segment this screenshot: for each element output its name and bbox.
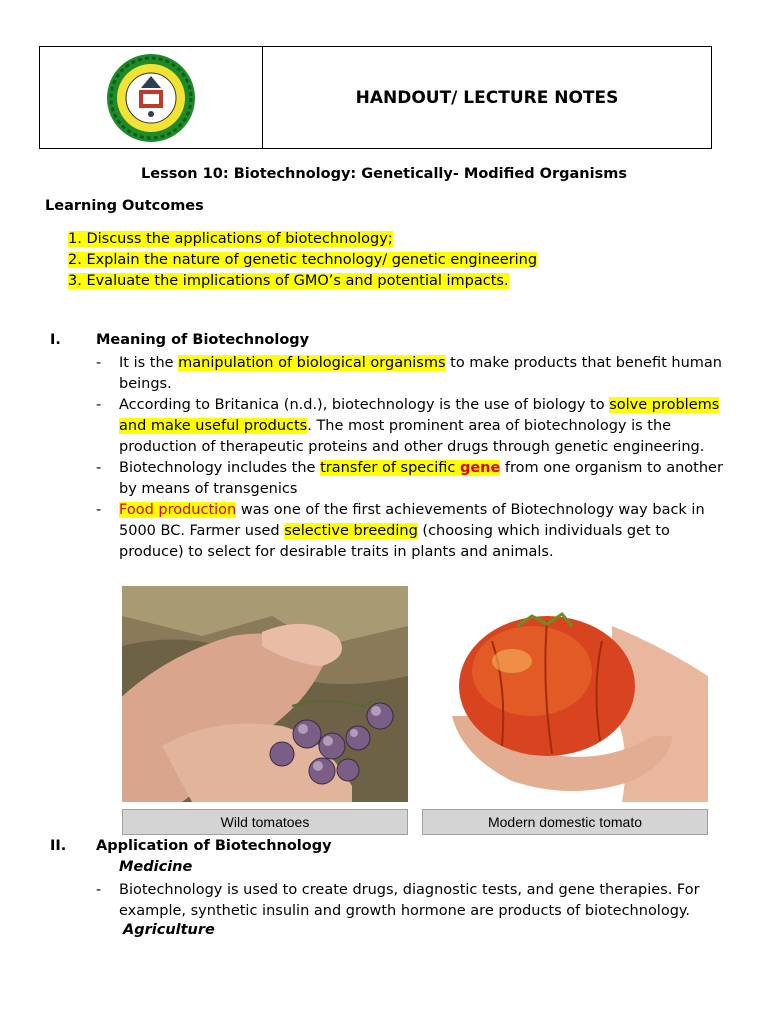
bullet-item: - It is the manipulation of biological organisms to make products that benefit human beings. — [96, 355, 722, 392]
bullet-text: from one organism to another by means of transgenics — [119, 460, 723, 497]
bullet-item: - Biotechnology is used to create drugs, diagnostic tests, and gene therapies. For example, synthetic insulin and growth hormone are products of biotechnology. — [96, 882, 700, 919]
section1-bullets — [96, 353, 726, 563]
bullet-text: It is the — [119, 355, 179, 371]
highlighted-text — [320, 460, 500, 476]
outcomes-heading: Learning Outcomes — [45, 198, 204, 214]
highlighted-text: Food production — [119, 502, 237, 518]
bullet-text: According to Britanica (n.d.), biotechnology is the use of biology to — [119, 397, 610, 413]
bullet-text: Biotechnology is used to create drugs, diagnostic tests, and gene therapies. For example, synthetic insulin and growth hormone are products of biotechnology. — [119, 882, 700, 919]
outcome-item — [68, 229, 537, 250]
outcome-text: 1. Discuss the applications of biotechnology; — [68, 231, 393, 247]
outcome-item — [68, 271, 537, 292]
bullet-text: was one of the first achievements of Biotechnology way back in 5000 BC. Farmer used — [119, 502, 705, 539]
outcomes-list — [68, 229, 537, 292]
outcome-text: 3. Evaluate the implications of GMO’s and potential impacts. — [68, 273, 509, 289]
document-title: HANDOUT/ LECTURE NOTES — [355, 87, 619, 108]
bullet-item: - Food production was one of the first achievements of Biotechnology way back in 5000 BC. Farmer used selective breeding (choosing which individuals get to produce) to select for desirable traits in plants and animals. — [96, 502, 705, 560]
highlighted-text: manipulation of biological organisms — [178, 355, 446, 371]
bullet-item: - According to Britanica (n.d.), biotechnology is the use of biology to solve problems and make useful products. The most prominent area of biotechnology is the production of therapeutic proteins and other drugs through genetic engineering. — [96, 397, 720, 455]
bullet-item: - Biotechnology includes the transfer of specific gene from one organism to another by means of transgenics — [96, 460, 723, 497]
highlighted-text: selective breeding — [284, 523, 418, 539]
domestic-tomato-photo — [422, 586, 708, 802]
outcome-text: 2. Explain the nature of genetic technology/ genetic engineering — [68, 252, 538, 268]
outcome-item — [68, 250, 537, 271]
section1-number: I. — [50, 332, 61, 348]
bullet-text: to make products that benefit human beings. — [119, 355, 722, 392]
wild-tomatoes-photo — [122, 586, 408, 802]
bullet-text: . The most prominent area of biotechnology is the production of therapeutic proteins and other drugs through genetic engineering. — [119, 418, 705, 455]
subheading-agriculture: Agriculture — [123, 922, 215, 938]
section2-number: II. — [50, 838, 67, 854]
bullet-text: (choosing which individuals get to produce) to select for desirable traits in plants and animals. — [119, 523, 670, 560]
university-seal-logo — [105, 52, 197, 144]
logo-cell — [40, 47, 263, 148]
bullet-text: Biotechnology includes the — [119, 460, 321, 476]
highlighted-text: solve problems and make useful products — [119, 397, 720, 434]
domestic-tomato-caption: Modern domestic tomato — [422, 809, 708, 835]
section2-bullets — [96, 880, 726, 922]
section1-heading: Meaning of Biotechnology — [96, 332, 310, 348]
header-table — [39, 46, 712, 149]
red-emphasis-text: gene — [459, 460, 501, 476]
wild-tomatoes-caption: Wild tomatoes — [122, 809, 408, 835]
highlighted-text-part: transfer of specific — [320, 460, 460, 476]
section2-heading: Application of Biotechnology — [96, 838, 332, 854]
lesson-title: Lesson 10: Biotechnology: Genetically- Modified Organisms — [141, 166, 627, 182]
subheading-medicine: Medicine — [119, 859, 193, 875]
